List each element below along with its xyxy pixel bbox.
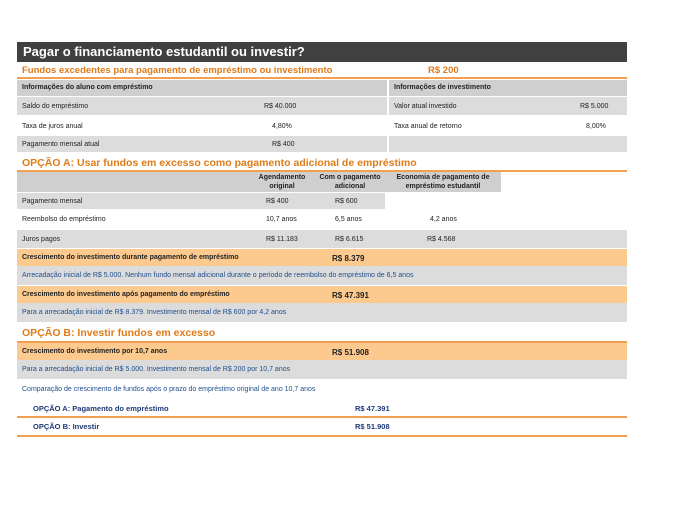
loan-balance-label: Saldo do empréstimo [22, 103, 89, 110]
interest-rate-label: Taxa de juros anual [22, 123, 83, 130]
growth-b-value: R$ 51.908 [332, 348, 369, 357]
comparison-note: Comparação de crescimento de fundos após o prazo do empréstimo original de ano 10,7 anos [22, 386, 316, 393]
monthly-payment-value: R$ 400 [272, 141, 295, 148]
divider [387, 136, 389, 152]
growth-after-label: Crescimento do investimento após pagamento do empréstimo [22, 291, 230, 298]
row-label: Reembolso do empréstimo [22, 216, 106, 223]
divider [17, 435, 627, 437]
growth-after-value: R$ 47.391 [332, 291, 369, 300]
return-rate-label: Taxa anual de retorno [394, 123, 462, 130]
option-a-title: OPÇÃO A: Usar fundos em excesso como pagamento adicional de empréstimo [22, 157, 417, 169]
invest-info-header: Informações de investimento [394, 84, 491, 91]
monthly-payment-label: Pagamento mensal atual [22, 141, 100, 148]
interest-rate-value: 4,80% [272, 123, 292, 130]
comparison-a-value: R$ 47.391 [355, 404, 390, 413]
invested-value-label: Valor atual investido [394, 103, 457, 110]
col-original-schedule: Agendamento original [258, 174, 306, 190]
cell-value: 4,2 anos [430, 216, 457, 223]
row-label: Pagamento mensal [22, 198, 83, 205]
cell-value: 6,5 anos [335, 216, 362, 223]
loan-info-header: Informações do aluno com empréstimo [22, 84, 153, 91]
cell-value: R$ 400 [266, 198, 289, 205]
cell-value: R$ 4.568 [427, 236, 456, 243]
growth-b-note: Para a arrecadação inicial de R$ 5.000. Investimento mensal de R$ 200 por 10,7 anos [22, 366, 291, 373]
growth-during-label: Crescimento do investimento durante pagamento de empréstimo [22, 254, 239, 261]
loan-balance-value: R$ 40.000 [264, 103, 297, 110]
surplus-label: Fundos excedentes para pagamento de empréstimo ou investimento [22, 65, 333, 76]
surplus-value: R$ 200 [428, 65, 459, 76]
option-b-title: OPÇÃO B: Investir fundos em excesso [22, 327, 216, 339]
growth-b-label: Crescimento do investimento por 10,7 anos [22, 348, 168, 355]
growth-during-note: Arrecadação inicial de R$ 5.000. Nenhum fundo mensal adicional durante o período de reembolso do empréstimo de 6,5 anos [22, 272, 414, 279]
cell-value: R$ 11.183 [266, 236, 298, 243]
return-rate-value: 8,00% [586, 123, 606, 130]
divider [17, 77, 627, 79]
col-savings: Economia de pagamento de empréstimo estudantil [396, 174, 490, 190]
table-row [17, 136, 627, 152]
col-extra-payment: Com o pagamento adicional [319, 174, 381, 190]
cell-value: R$ 600 [335, 198, 358, 205]
growth-after-note: Para a arrecadação inicial de R$ 8.379. Investimento mensal de R$ 600 por 4,2 anos [22, 309, 287, 316]
table-row [17, 230, 627, 248]
page-title: Pagar o financiamento estudantil ou investir? [17, 42, 627, 62]
cell-value: R$ 6.615 [335, 236, 364, 243]
divider [17, 416, 627, 418]
row-label: Juros pagos [22, 236, 61, 243]
cell-value: 10,7 anos [266, 216, 297, 223]
growth-during-value: R$ 8.379 [332, 254, 365, 263]
comparison-b-label: OPÇÃO B: Investir [33, 422, 100, 431]
invested-value: R$ 5.000 [580, 103, 609, 110]
comparison-a-label: OPÇÃO A: Pagamento do empréstimo [33, 404, 169, 413]
comparison-b-value: R$ 51.908 [355, 422, 390, 431]
